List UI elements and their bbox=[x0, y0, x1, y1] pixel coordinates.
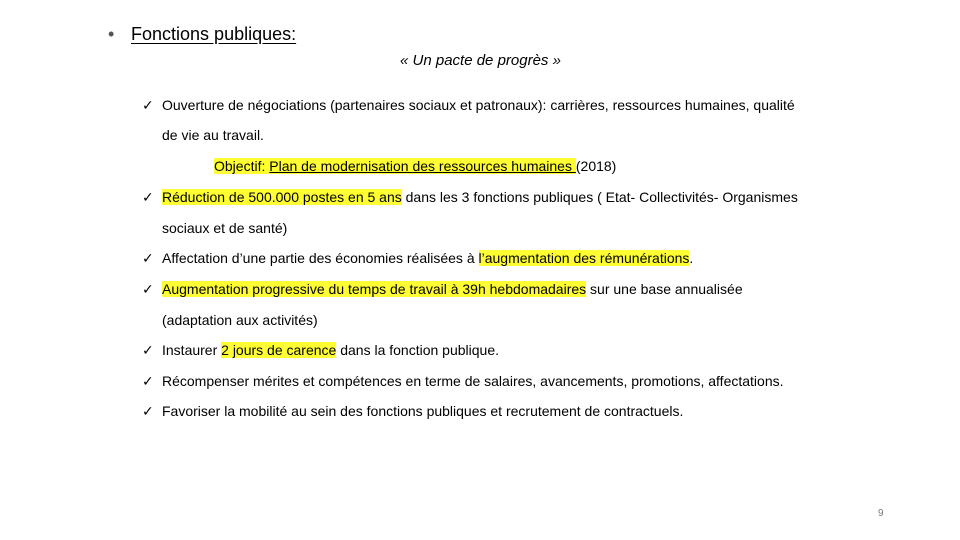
check-icon: ✓ bbox=[142, 403, 154, 419]
slide-subtitle: « Un pacte de progrès » bbox=[400, 52, 561, 69]
page-number: 9 bbox=[878, 508, 884, 519]
check-icon: ✓ bbox=[142, 97, 154, 113]
item-text: Affectation d’une partie des économies réalisées à bbox=[162, 250, 479, 266]
check-icon: ✓ bbox=[142, 281, 154, 297]
item-text-end: . bbox=[689, 250, 694, 266]
objective-plan: Plan de modernisation des ressources humaines bbox=[269, 158, 576, 174]
item-text: Ouverture de négociations (partenaires sociaux et patronaux): carrières, ressources humaines, qualité bbox=[162, 97, 795, 113]
check-icon: ✓ bbox=[142, 189, 154, 205]
item-text: sur une base annualisée bbox=[586, 281, 743, 297]
bullet-icon: • bbox=[108, 24, 115, 44]
list-item-continuation: de vie au travail. bbox=[162, 127, 264, 143]
list-item-continuation: (adaptation aux activités) bbox=[162, 312, 318, 328]
objective-prefix: Objectif: bbox=[214, 158, 270, 174]
title-text: Fonctions publiques: bbox=[131, 24, 297, 44]
objective-line bbox=[214, 158, 616, 174]
objective-year: (2018) bbox=[575, 158, 617, 174]
item-text: Récompenser mérites et compétences en terme de salaires, avancements, promotions, affectations. bbox=[162, 373, 784, 389]
item-highlight: Augmentation progressive du temps de travail à 39h hebdomadaires bbox=[162, 281, 587, 297]
list-item-rewards bbox=[142, 373, 784, 390]
list-item-waiting-days bbox=[142, 342, 499, 359]
check-icon: ✓ bbox=[142, 342, 154, 358]
list-item-mobility bbox=[142, 403, 683, 420]
list-item-salary bbox=[142, 250, 693, 267]
slide-title bbox=[108, 24, 296, 45]
list-item-job-reduction bbox=[142, 189, 798, 206]
list-item-continuation: sociaux et de santé) bbox=[162, 220, 288, 236]
item-highlight: 2 jours de carence bbox=[221, 342, 337, 358]
item-text-end: dans la fonction publique. bbox=[336, 342, 500, 358]
item-text: dans les 3 fonctions publiques ( Etat- Collectivités- Organismes bbox=[401, 189, 798, 205]
list-item-working-time bbox=[142, 281, 743, 298]
check-icon: ✓ bbox=[142, 250, 154, 266]
item-text: Instaurer bbox=[162, 342, 222, 358]
item-text: Favoriser la mobilité au sein des fonctions publiques et recrutement de contractuels. bbox=[162, 403, 684, 419]
item-highlight: l’augmentation des rémunérations bbox=[478, 250, 690, 266]
check-icon: ✓ bbox=[142, 373, 154, 389]
item-highlight: Réduction de 500.000 postes en 5 ans bbox=[162, 189, 402, 205]
list-item-negotiations bbox=[142, 97, 795, 114]
